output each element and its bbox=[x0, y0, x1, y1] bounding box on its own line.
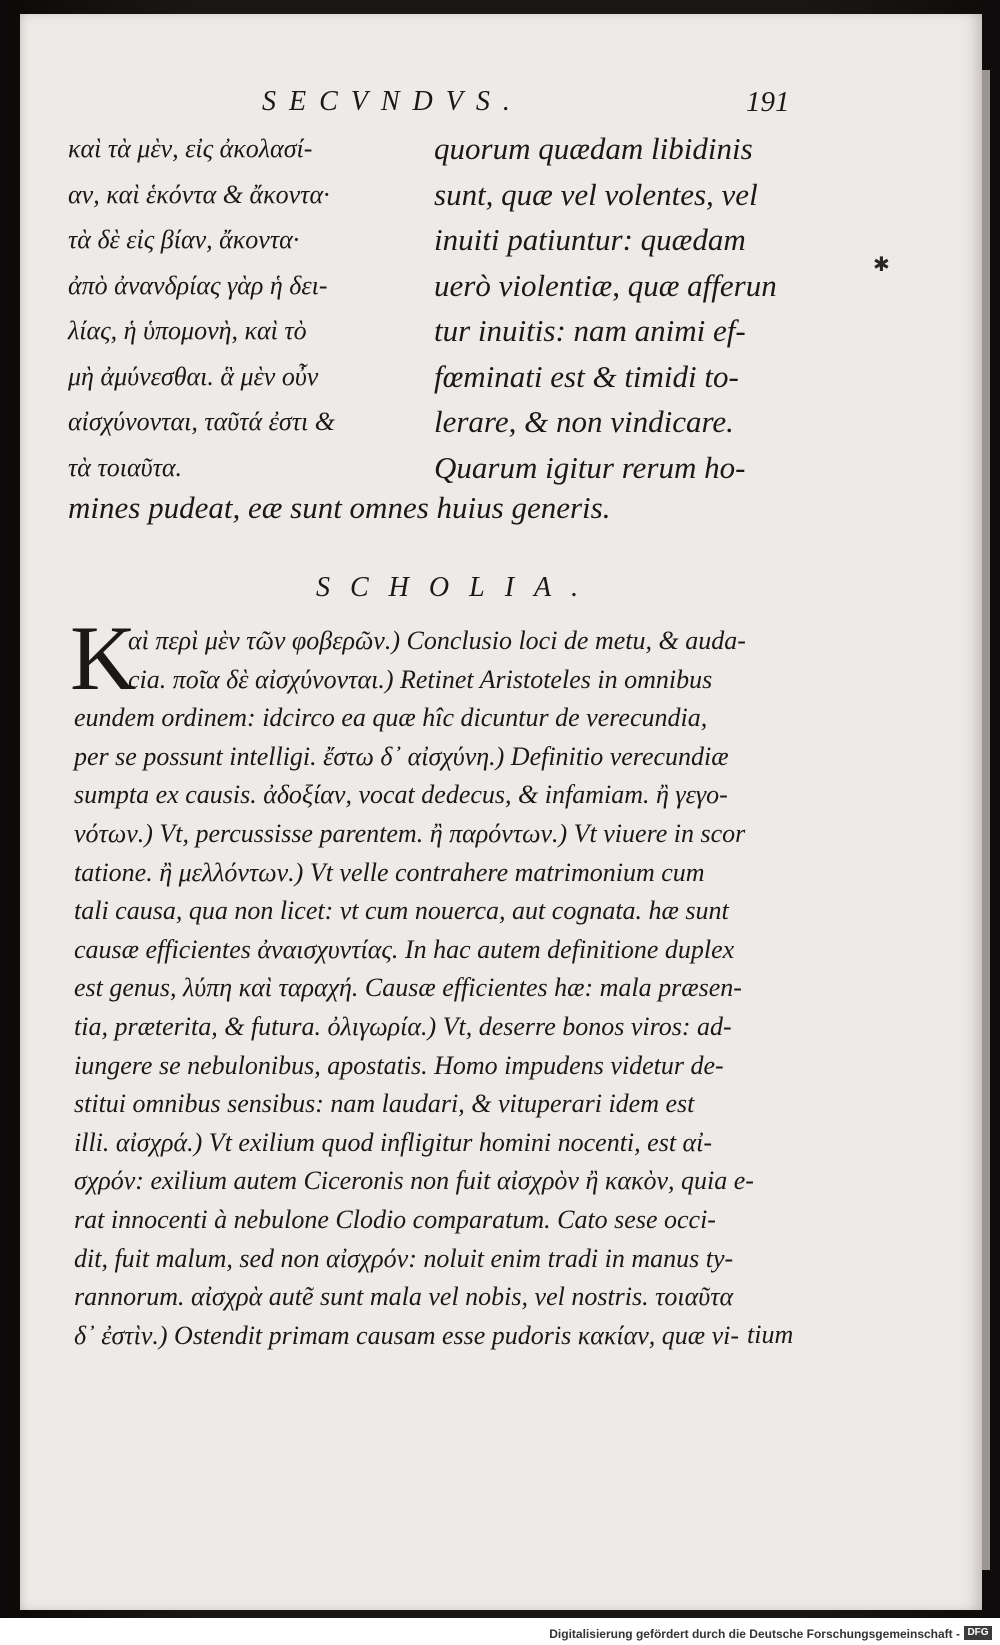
scholia-line: rannorum. αἰσχρὰ autẽ sunt mala vel nobis, vel nostris. τοιαῦτα bbox=[74, 1282, 734, 1312]
catchword: tium bbox=[747, 1320, 794, 1349]
latin-line: uerò violentiæ, quæ afferun bbox=[434, 267, 777, 303]
greek-line: λίας, ἡ ὑπομονὴ, καὶ τὸ bbox=[68, 316, 307, 345]
page-number: 191 bbox=[746, 86, 790, 118]
greek-line: ἀπὸ ἀνανδρίας γὰρ ἡ δει- bbox=[68, 270, 328, 300]
footer-credit: Digitalisierung gefördert durch die Deutsche Forschungsgemeinschaft - bbox=[549, 1627, 960, 1641]
scholia-line: cia. ποῖα δὲ αἰσχύνονται.) Retinet Aristoteles in omnibus bbox=[128, 664, 713, 694]
greek-line: αν, καὶ ἑκόντα & ἄκοντα· bbox=[68, 179, 330, 209]
drop-cap: K bbox=[70, 607, 137, 709]
scholia-line: per se possunt intelligi. ἔστω δ᾽ αἰσχύνη.) Definitio verecundiæ bbox=[74, 741, 729, 771]
greek-line: καὶ τὰ μὲν, εἰς ἀκολασί- bbox=[68, 134, 313, 163]
latin-line: sunt, quæ vel volentes, vel bbox=[434, 176, 758, 212]
greek-line: τὰ τοιαῦτα. bbox=[68, 452, 183, 482]
scholia-line: sumpta ex causis. ἀδοξίαν, vocat dedecus, & infamiam. ἢ γεγο- bbox=[74, 780, 728, 810]
latin-column bbox=[434, 126, 814, 490]
greek-line: τὰ δὲ εἰς βίαν, ἄκοντα· bbox=[68, 225, 300, 254]
scholia-line: dit, fuit malum, sed non αἰσχρόν: noluit enim tradi in manus ty- bbox=[74, 1243, 734, 1273]
dfg-logo: DFG bbox=[964, 1626, 992, 1640]
scholia-line: eundem ordinem: idcirco ea quæ hîc dicuntur de verecundia, bbox=[74, 703, 708, 733]
latin-line: tur inuitis: nam animi ef- bbox=[434, 313, 746, 348]
scholia-line: αὶ περὶ μὲν τῶν φοβερῶν.) Conclusio loci de metu, & auda- bbox=[128, 626, 746, 655]
scholia-line: tatione. ἢ μελλόντων.) Vt velle contrahere matrimonium cum bbox=[74, 857, 705, 887]
scholia-line: stitui omnibus sensibus: nam laudari, & vituperari idem est bbox=[74, 1089, 695, 1119]
scholia-heading: SCHOLIA. bbox=[316, 572, 599, 603]
latin-line: inuiti patiuntur: quædam bbox=[434, 222, 746, 257]
scholia-line: δ᾽ ἐστὶν.) Ostendit primam causam esse pudoris κακίαν, quæ vi- bbox=[74, 1320, 740, 1350]
latin-line: Quarum igitur rerum ho- bbox=[434, 449, 746, 485]
scholia-line: tia, præterita, & futura. ὀλιγωρία.) Vt, deserre bonos viros: ad- bbox=[74, 1011, 732, 1041]
scholia-line: νότων.) Vt, percussisse parentem. ἢ παρόντων.) Vt viuere in scor bbox=[74, 818, 746, 848]
scholia-line: rat innocenti à nebulone Clodio comparatum. Cato sese occi- bbox=[74, 1204, 716, 1234]
scholia-text bbox=[74, 622, 754, 1355]
scholia-line: causæ efficientes ἀναισχυντίας. In hac autem definitione duplex bbox=[74, 934, 735, 964]
latin-line: fœminati est & timidi to- bbox=[434, 358, 739, 394]
latin-line: quorum quædam libidinis bbox=[434, 131, 753, 166]
greek-line: αἰσχύνονται, ταῦτά ἐστι & bbox=[68, 407, 335, 436]
scholia-line: est genus, λύπη καὶ ταραχή. Causæ efficientes hæ: mala præsen- bbox=[74, 973, 742, 1003]
scholia-line: tali causa, qua non licet: vt cum nouerca, aut cognata. hæ sunt bbox=[74, 896, 729, 926]
ink-blot-mark: ✱ bbox=[873, 252, 890, 276]
latin-line: lerare, & non vindicare. bbox=[434, 404, 734, 439]
scholia-line: illi. αἰσχρά.) Vt exilium quod infligitur homini nocenti, est αἰ- bbox=[74, 1127, 713, 1157]
scholia-line: σχρόν: exilium autem Ciceronis non fuit αἰσχρὸν ἢ κακὸν, quia e- bbox=[74, 1166, 754, 1196]
full-width-line: mines pudeat, eæ sunt omnes huius generis. bbox=[68, 490, 611, 525]
running-head: SECVNDVS. bbox=[262, 86, 523, 117]
scholia-line: iungere se nebulonibus, apostatis. Homo impudens videtur de- bbox=[74, 1050, 724, 1080]
greek-column bbox=[68, 126, 418, 490]
greek-line: μὴ ἀμύνεσθαι. ἃ μὲν οὖν bbox=[68, 361, 319, 391]
